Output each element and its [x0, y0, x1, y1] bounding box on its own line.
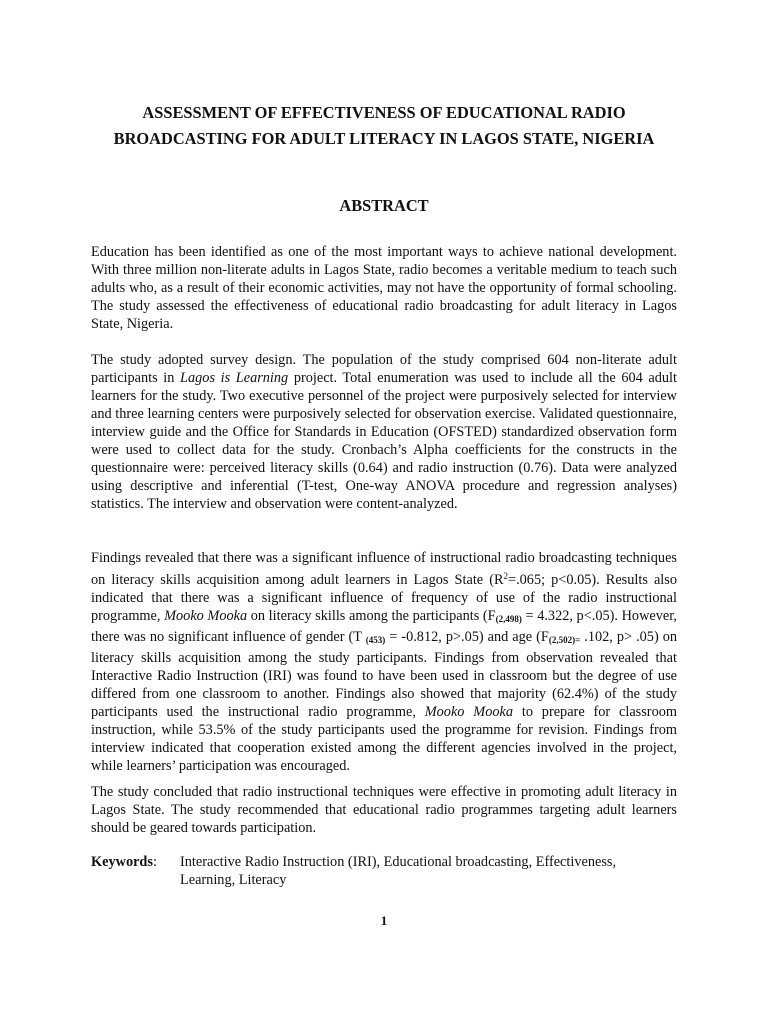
p3-subscript-3: (2,502)= [548, 635, 581, 645]
abstract-paragraph-2 [91, 351, 677, 513]
p3-subscript-2: (453) [365, 635, 386, 645]
p3-text-a: Findings revealed that there was a significant influence of instructional radio broadcasting techniques on literacy skills acquisition among adult learners in Lagos State (R [91, 550, 677, 588]
p3-text-d: = 4.322, p<.05). However, there was no significant influence of gender (T [91, 608, 677, 645]
p3-subscript-1: (2,498) [495, 614, 522, 624]
abstract-paragraph-1: Education has been identified as one of the most important ways to achieve national development. With three million non-literate adults in Lagos State, radio becomes a veritable medium to teach such adults who, as a result of their economic activities, may not have the opportunity of formal schooling. The study assessed the effectiveness of educational radio broadcasting for adult literacy in Lagos State, Nigeria. [91, 244, 677, 332]
p3-text-g: to prepare for classroom instruction, while 53.5% of the study participants used the programme for revision. Findings from interview indicated that cooperation existed among the different agencies involved in the project, while learners’ participation was encouraged. [91, 704, 677, 774]
abstract-paragraph-3 [91, 549, 677, 775]
keywords-label [91, 853, 157, 871]
p3-text-c: on literacy skills among the participants (F [247, 608, 496, 624]
p2-project-name: Lagos is Learning [180, 370, 289, 386]
p3-text-b: =.065; p<0.05). Results also indicated that there was a significant influence of frequency of use of the radio instructional programme, [91, 572, 677, 624]
paper-title [60, 100, 708, 152]
p3-programme-name-1: Mooko Mooka [164, 608, 248, 624]
keywords-label-text: Keywords [91, 854, 153, 870]
abstract-heading: ABSTRACT [339, 196, 429, 215]
p3-superscript: 2 [503, 571, 509, 581]
p3-text-f: .102, p> .05) on literacy skills acquisition among the study participants. Findings from observation revealed that Interactive Radio Instruction (IRI) was found to have been used in classroom but the degree of use differed from one classroom to another. Findings also showed that majority (62.4%) of the study participants used the instructional radio programme, [91, 629, 678, 720]
keywords-colon: : [152, 854, 157, 870]
p2-text-b: project. Total enumeration was used to include all the 604 adult learners for the study. Two executive personnel of the project were purposively selected for interview and three learning centers were purposively selected for observation exercise. Validated questionnaire, interview guide and the Office for Standards in Education (OFSTED) standardized observation form were used to collect data for the study. Cronbach’s Alpha coefficients for the constructs in the questionnaire were: perceived literacy skills (0.64) and radio instruction (0.76). Data were analyzed using descriptive and inferential (T-test, One-way ANOVA procedure and regression analyses) statistics. The interview and observation were content-analyzed. [91, 370, 678, 512]
p3-programme-name-2: Mooko Mooka [424, 704, 513, 720]
page-number: 1 [380, 913, 388, 928]
p2-text-a: The study adopted survey design. The population of the study comprised 604 non-literate adult participants in [91, 352, 677, 386]
title-line-2: BROADCASTING FOR ADULT LITERACY IN LAGOS STATE, NIGERIA [113, 129, 655, 148]
keywords-list: Interactive Radio Instruction (IRI), Educational broadcasting, Effectiveness, Learning, Literacy [180, 854, 617, 888]
title-line-1: ASSESSMENT OF EFFECTIVENESS OF EDUCATIONAL RADIO [142, 103, 626, 122]
p3-text-e: = -0.812, p>.05) and age (F [385, 629, 549, 645]
abstract-paragraph-4: The study concluded that radio instructional techniques were effective in promoting adult literacy in Lagos State. The study recommended that educational radio programmes targeting adult learners should be geared towards participation. [91, 784, 677, 836]
